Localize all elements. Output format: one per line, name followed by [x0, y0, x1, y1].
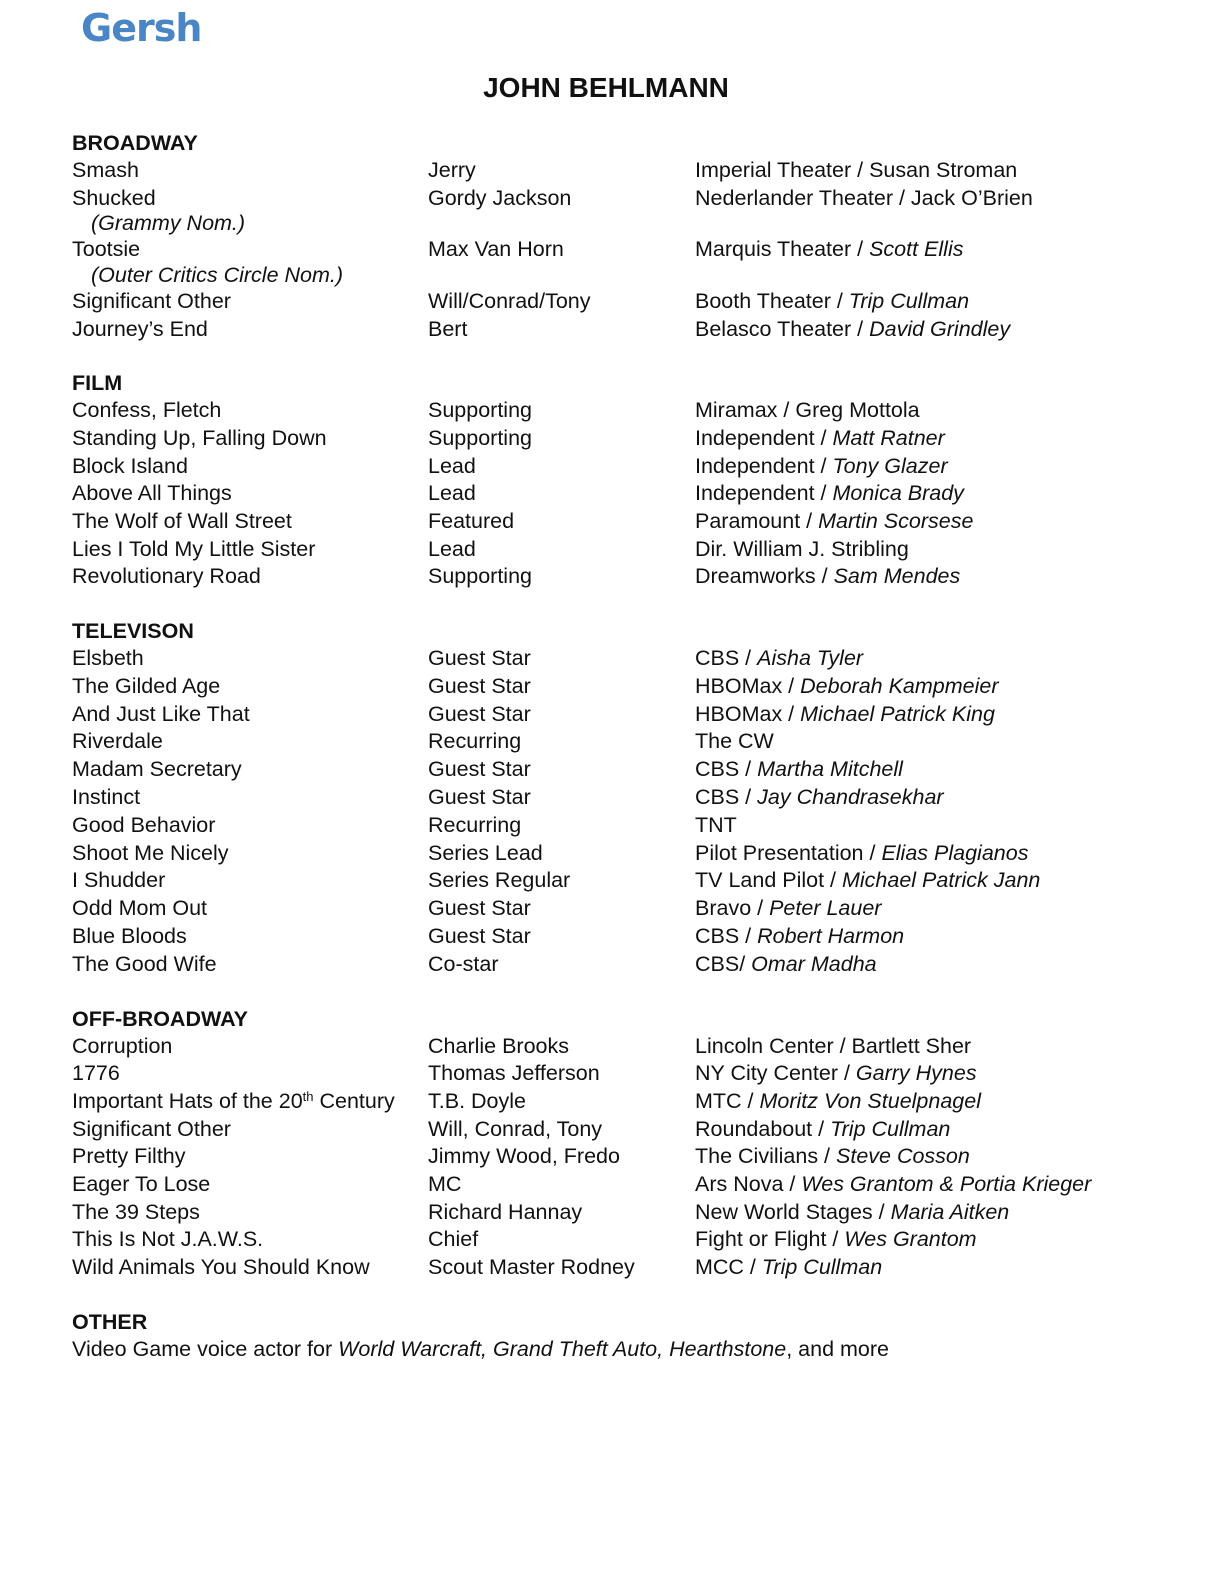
- credit-title: [72, 756, 242, 783]
- credit-director: Michael Patrick Jann: [842, 868, 1041, 893]
- credit-title: [72, 563, 261, 590]
- credit-venue-text: Paramount /: [695, 509, 819, 533]
- section-heading: OTHER: [72, 1309, 148, 1334]
- credit-venue-text: Imperial Theater / Susan Stroman: [695, 158, 1018, 182]
- credit-title-text: Shucked: [72, 185, 156, 210]
- credit-venue: [695, 812, 737, 839]
- credit-row: [72, 157, 1182, 185]
- agency-logo: Gersh: [81, 6, 202, 50]
- credit-director: Robert Harmon: [757, 924, 905, 949]
- credit-title: [72, 1199, 200, 1226]
- credit-role: Guest Star: [428, 701, 531, 726]
- credit-title-text: The Good Wife: [72, 951, 217, 976]
- credit-venue: [695, 728, 774, 755]
- credit-note: (Outer Critics Circle Nom.): [91, 263, 344, 288]
- credit-title-text: Blue Bloods: [72, 924, 187, 949]
- credit-role: Bert: [428, 316, 468, 341]
- credit-role: Series Regular: [428, 868, 571, 893]
- credit-venue: [695, 951, 877, 978]
- credit-director: Wes Grantom: [844, 1227, 977, 1252]
- credit-row: [72, 236, 1182, 262]
- credit-role: Scout Master Rodney: [428, 1255, 635, 1280]
- credit-venue-text: CBS /: [695, 785, 758, 810]
- credit-director: Martha Mitchell: [757, 757, 903, 782]
- credit-director: Jay Chandrasekhar: [757, 785, 944, 810]
- credit-title: [72, 397, 221, 424]
- credit-role: Lead: [428, 453, 476, 478]
- credit-title-text: Journey’s End: [72, 316, 208, 341]
- credit-title: [72, 1254, 370, 1281]
- credit-title-text: Block Island: [72, 453, 188, 478]
- credit-venue: [695, 701, 995, 728]
- credit-venue: [695, 923, 904, 950]
- credit-director: Trip Cullman: [761, 1255, 883, 1280]
- credit-venue-text: CBS /: [695, 924, 758, 949]
- credit-venue-text: Independent /: [695, 425, 833, 450]
- credit-venue-text: Booth Theater /: [695, 288, 849, 313]
- credit-venue: [695, 288, 969, 315]
- credit-title: [72, 1060, 120, 1087]
- credit-title: [72, 236, 140, 263]
- credit-director: Monica Brady: [832, 481, 964, 506]
- credit-director: Moritz Von Stuelpnagel: [759, 1089, 981, 1113]
- credit-title-text: Instinct: [72, 785, 141, 810]
- credit-venue: [695, 480, 964, 507]
- credit-row: [72, 867, 1182, 895]
- credit-role: Lead: [428, 481, 476, 506]
- credit-director: Martin Scorsese: [818, 509, 974, 533]
- credit-row: [72, 895, 1182, 923]
- credit-title-text: Smash: [72, 158, 139, 182]
- credit-director: Maria Aitken: [890, 1199, 1010, 1224]
- credit-row: [72, 701, 1182, 729]
- credit-role: Co-star: [428, 951, 499, 976]
- credit-venue-text: Dir. William J. Stribling: [695, 536, 909, 561]
- credit-role: Series Lead: [428, 840, 543, 865]
- section-television: [72, 618, 1182, 979]
- credit-role: Guest Star: [428, 924, 531, 949]
- credit-row: [72, 316, 1182, 344]
- credit-role: Guest Star: [428, 646, 531, 671]
- credit-row: [72, 756, 1182, 784]
- credit-role: Guest Star: [428, 785, 531, 810]
- credit-venue-text: Bravo /: [695, 896, 770, 921]
- credit-venue: [695, 236, 963, 263]
- credit-row: [72, 1033, 1182, 1061]
- credit-title-text: Significant Other: [72, 288, 231, 313]
- credit-title: [72, 1171, 210, 1198]
- other-games: World Warcraft, Grand Theft Auto, Hearthstone: [338, 1336, 787, 1361]
- credit-title: [72, 1033, 172, 1060]
- credit-title: [72, 895, 207, 922]
- section-heading: BROADWAY: [72, 131, 198, 155]
- credit-venue: [695, 1226, 977, 1253]
- credit-director: Sam Mendes: [833, 564, 961, 589]
- credit-venue-text: CBS/: [695, 951, 752, 976]
- credit-row: [72, 645, 1182, 673]
- credit-title-text: Standing Up, Falling Down: [72, 425, 327, 450]
- credit-venue: [695, 1254, 882, 1281]
- credit-venue: [695, 453, 948, 480]
- credit-role: T.B. Doyle: [428, 1089, 526, 1113]
- credit-venue-text: Fight or Flight /: [695, 1227, 845, 1252]
- credit-title-text: Eager To Lose: [72, 1172, 211, 1197]
- credit-venue: [695, 1143, 970, 1170]
- credit-title-text: Madam Secretary: [72, 757, 242, 782]
- section-heading: TELEVISON: [72, 619, 194, 644]
- credit-title: [72, 923, 187, 950]
- credit-director: Deborah Kampmeier: [800, 673, 999, 698]
- credit-row: [72, 1226, 1182, 1254]
- credit-venue: [695, 1033, 971, 1060]
- credit-venue-text: NY City Center /: [695, 1061, 856, 1086]
- section-film: [72, 370, 1182, 591]
- credit-title: [72, 701, 250, 728]
- credit-venue-text: The Civilians /: [695, 1144, 836, 1169]
- credit-role: Max Van Horn: [428, 237, 564, 262]
- credit-role: Guest Star: [428, 896, 531, 921]
- credit-row: [72, 397, 1182, 425]
- credit-title: [72, 1116, 231, 1143]
- credit-title-text: Lies I Told My Little Sister: [72, 536, 316, 561]
- credit-role: Chief: [428, 1227, 479, 1252]
- credit-row: [72, 1254, 1182, 1282]
- credit-title-text: Elsbeth: [72, 646, 144, 671]
- resume-sections: [72, 130, 1182, 1390]
- credit-title-text: The Gilded Age: [72, 673, 221, 698]
- credit-role: Supporting: [428, 425, 532, 450]
- credit-title: [72, 480, 232, 507]
- credit-title: [72, 1088, 395, 1115]
- credit-row: [72, 1143, 1182, 1171]
- credit-venue: [695, 425, 945, 452]
- credit-title-text: Significant Other: [72, 1116, 231, 1141]
- section-rows: [72, 1033, 1182, 1282]
- credit-row: [72, 951, 1182, 979]
- credit-title-text: Tootsie: [72, 237, 141, 262]
- credit-row: [72, 563, 1182, 591]
- credit-row: [72, 840, 1182, 868]
- credit-venue-text: The CW: [695, 729, 774, 754]
- credit-note-row: [72, 262, 1182, 288]
- credit-row: [72, 728, 1182, 756]
- credit-title-text: Important Hats of the 20: [72, 1089, 303, 1113]
- credit-title: [72, 784, 140, 811]
- section-broadway: [72, 130, 1182, 343]
- credit-director: Omar Madha: [751, 951, 877, 976]
- credit-role: Jerry: [428, 158, 476, 182]
- credit-note: (Grammy Nom.): [91, 211, 246, 236]
- credit-role: Guest Star: [428, 757, 531, 782]
- credit-venue-text: Dreamworks /: [695, 564, 834, 589]
- credit-title-text: Confess, Fletch: [72, 398, 222, 423]
- credit-title-text: Corruption: [72, 1033, 173, 1058]
- credit-title-text: This Is Not J.A.W.S.: [72, 1227, 264, 1252]
- section-heading: OFF-BROADWAY: [72, 1006, 248, 1031]
- credit-director: Michael Patrick King: [800, 701, 995, 726]
- section-rows: [72, 645, 1182, 979]
- credit-venue-text: Lincoln Center / Bartlett Sher: [695, 1033, 972, 1058]
- credit-director: Steve Cosson: [836, 1144, 970, 1169]
- other-prefix: Video Game voice actor for: [72, 1336, 339, 1361]
- credit-venue: [695, 784, 944, 811]
- credit-title: [72, 951, 217, 978]
- credit-venue: [695, 536, 909, 563]
- credit-venue-text: Miramax / Greg Mottola: [695, 398, 920, 423]
- credit-title-text: Riverdale: [72, 729, 163, 754]
- credit-role: Featured: [428, 509, 515, 533]
- credit-title-text: Shoot Me Nicely: [72, 840, 229, 865]
- credit-title: [72, 812, 215, 839]
- credit-venue-text: New World Stages /: [695, 1199, 891, 1224]
- credit-director: Aisha Tyler: [757, 646, 864, 671]
- credit-role: Will, Conrad, Tony: [428, 1116, 603, 1141]
- credit-row: [72, 1116, 1182, 1144]
- credit-venue: [695, 157, 1017, 184]
- credit-row: [72, 425, 1182, 453]
- credit-row: [72, 288, 1182, 316]
- credit-venue-text: TV Land Pilot /: [695, 868, 842, 893]
- credit-title-superscript: th: [302, 1089, 314, 1104]
- credit-venue-text: Nederlander Theater / Jack O’Brien: [695, 185, 1033, 210]
- credit-venue-text: Marquis Theater /: [695, 237, 870, 262]
- credit-title-text: And Just Like That: [72, 701, 250, 726]
- credit-role: MC: [428, 1172, 462, 1197]
- credit-director: Peter Lauer: [769, 896, 882, 921]
- credit-row: [72, 923, 1182, 951]
- credit-title-text: Pretty Filthy: [72, 1144, 186, 1169]
- section-rows: [72, 157, 1182, 343]
- credit-venue-text: Independent /: [695, 453, 833, 478]
- credit-venue-text: CBS /: [695, 757, 758, 782]
- credit-title-text: I Shudder: [72, 868, 166, 893]
- credit-row: [72, 1171, 1182, 1199]
- credit-row: [72, 1199, 1182, 1227]
- credit-title: [72, 453, 188, 480]
- credit-row: [72, 812, 1182, 840]
- credit-role: Thomas Jefferson: [428, 1061, 600, 1086]
- credit-role: Recurring: [428, 812, 522, 837]
- credit-title-text: Revolutionary Road: [72, 564, 261, 589]
- credit-venue: [695, 1199, 1009, 1226]
- credit-role: Jimmy Wood, Fredo: [428, 1144, 620, 1169]
- credit-row: [72, 1060, 1182, 1088]
- credit-venue: [695, 316, 1010, 343]
- credit-venue-text: Belasco Theater /: [695, 316, 870, 341]
- credit-title: [72, 288, 231, 315]
- section-heading: FILM: [72, 371, 123, 396]
- credit-role: Supporting: [428, 564, 532, 589]
- credit-venue-text: HBOMax /: [695, 673, 801, 698]
- credit-director: Garry Hynes: [855, 1061, 977, 1086]
- credit-director: Tony Glazer: [832, 453, 948, 478]
- credit-venue: [695, 508, 973, 535]
- credit-role: Guest Star: [428, 673, 531, 698]
- credit-venue-text: Pilot Presentation /: [695, 840, 882, 865]
- credit-row: [72, 784, 1182, 812]
- credit-venue: [695, 397, 920, 424]
- credit-title: [72, 1226, 263, 1253]
- credit-title: [72, 728, 163, 755]
- credit-venue: [695, 840, 1028, 867]
- credit-title: [72, 185, 156, 212]
- credit-venue: [695, 1060, 977, 1087]
- credit-venue-text: MCC /: [695, 1255, 762, 1280]
- credit-director: Trip Cullman: [830, 1116, 951, 1141]
- credit-venue-text: Roundabout /: [695, 1116, 831, 1141]
- credit-role: Will/Conrad/Tony: [428, 288, 591, 313]
- credit-title-text: Wild Animals You Should Know: [72, 1255, 370, 1280]
- credit-venue: [695, 563, 960, 590]
- credit-title: [72, 673, 220, 700]
- credit-title: [72, 645, 144, 672]
- credit-title: [72, 425, 327, 452]
- credit-venue: [695, 1116, 950, 1143]
- credit-venue: [695, 673, 999, 700]
- section-off-broadway: [72, 1006, 1182, 1282]
- credit-row: [72, 536, 1182, 564]
- credit-venue-text: Independent /: [695, 481, 833, 506]
- credit-row: [72, 453, 1182, 481]
- credit-row: [72, 185, 1182, 211]
- credit-venue: [695, 185, 1033, 212]
- credit-director: David Grindley: [869, 316, 1011, 341]
- credit-title: [72, 157, 139, 184]
- credit-role: Lead: [428, 536, 476, 561]
- credit-role: Charlie Brooks: [428, 1033, 569, 1058]
- credit-note-row: [72, 210, 1182, 236]
- credit-venue: [695, 756, 903, 783]
- credit-role: Richard Hannay: [428, 1199, 583, 1224]
- credit-title-text: The Wolf of Wall Street: [72, 509, 292, 533]
- credit-title-text: Good Behavior: [72, 812, 216, 837]
- credit-director: Elias Plagianos: [881, 840, 1029, 865]
- credit-title: [72, 867, 165, 894]
- other-suffix: , and more: [786, 1336, 889, 1361]
- credit-venue-text: CBS /: [695, 646, 758, 671]
- credit-director: Trip Cullman: [848, 288, 970, 313]
- credit-venue: [695, 1171, 1091, 1198]
- credit-row: [72, 480, 1182, 508]
- credit-title-text: 1776: [72, 1061, 120, 1086]
- credit-venue: [695, 645, 863, 672]
- credit-title: [72, 536, 315, 563]
- credit-director: Scott Ellis: [869, 237, 964, 262]
- credit-director: Matt Ratner: [832, 425, 945, 450]
- section-other: [72, 1309, 1182, 1363]
- credit-row: [72, 1088, 1182, 1116]
- credit-row: [72, 673, 1182, 701]
- credit-venue-text: MTC /: [695, 1089, 760, 1113]
- credit-role: Recurring: [428, 729, 522, 754]
- other-description: [72, 1336, 1182, 1363]
- credit-role: Supporting: [428, 398, 532, 423]
- credit-title-text: Odd Mom Out: [72, 896, 208, 921]
- credit-venue-text: HBOMax /: [695, 701, 801, 726]
- credit-title: [72, 316, 208, 343]
- credit-director: Wes Grantom & Portia Krieger: [801, 1172, 1092, 1197]
- credit-title-text: Above All Things: [72, 481, 232, 506]
- credit-title: [72, 1143, 186, 1170]
- credit-row: [72, 508, 1182, 536]
- credit-venue-text: Ars Nova /: [695, 1172, 802, 1197]
- credit-venue-text: TNT: [695, 812, 737, 837]
- credit-title-text: The 39 Steps: [72, 1199, 200, 1224]
- credit-title: [72, 508, 292, 535]
- credit-venue: [695, 895, 881, 922]
- credit-role: Gordy Jackson: [428, 185, 572, 210]
- credit-title-suffix: Century: [313, 1089, 395, 1113]
- credit-venue: [695, 1088, 981, 1115]
- actor-name: JOHN BEHLMANN: [483, 72, 729, 103]
- section-rows: [72, 397, 1182, 591]
- credit-venue: [695, 867, 1040, 894]
- credit-title: [72, 840, 229, 867]
